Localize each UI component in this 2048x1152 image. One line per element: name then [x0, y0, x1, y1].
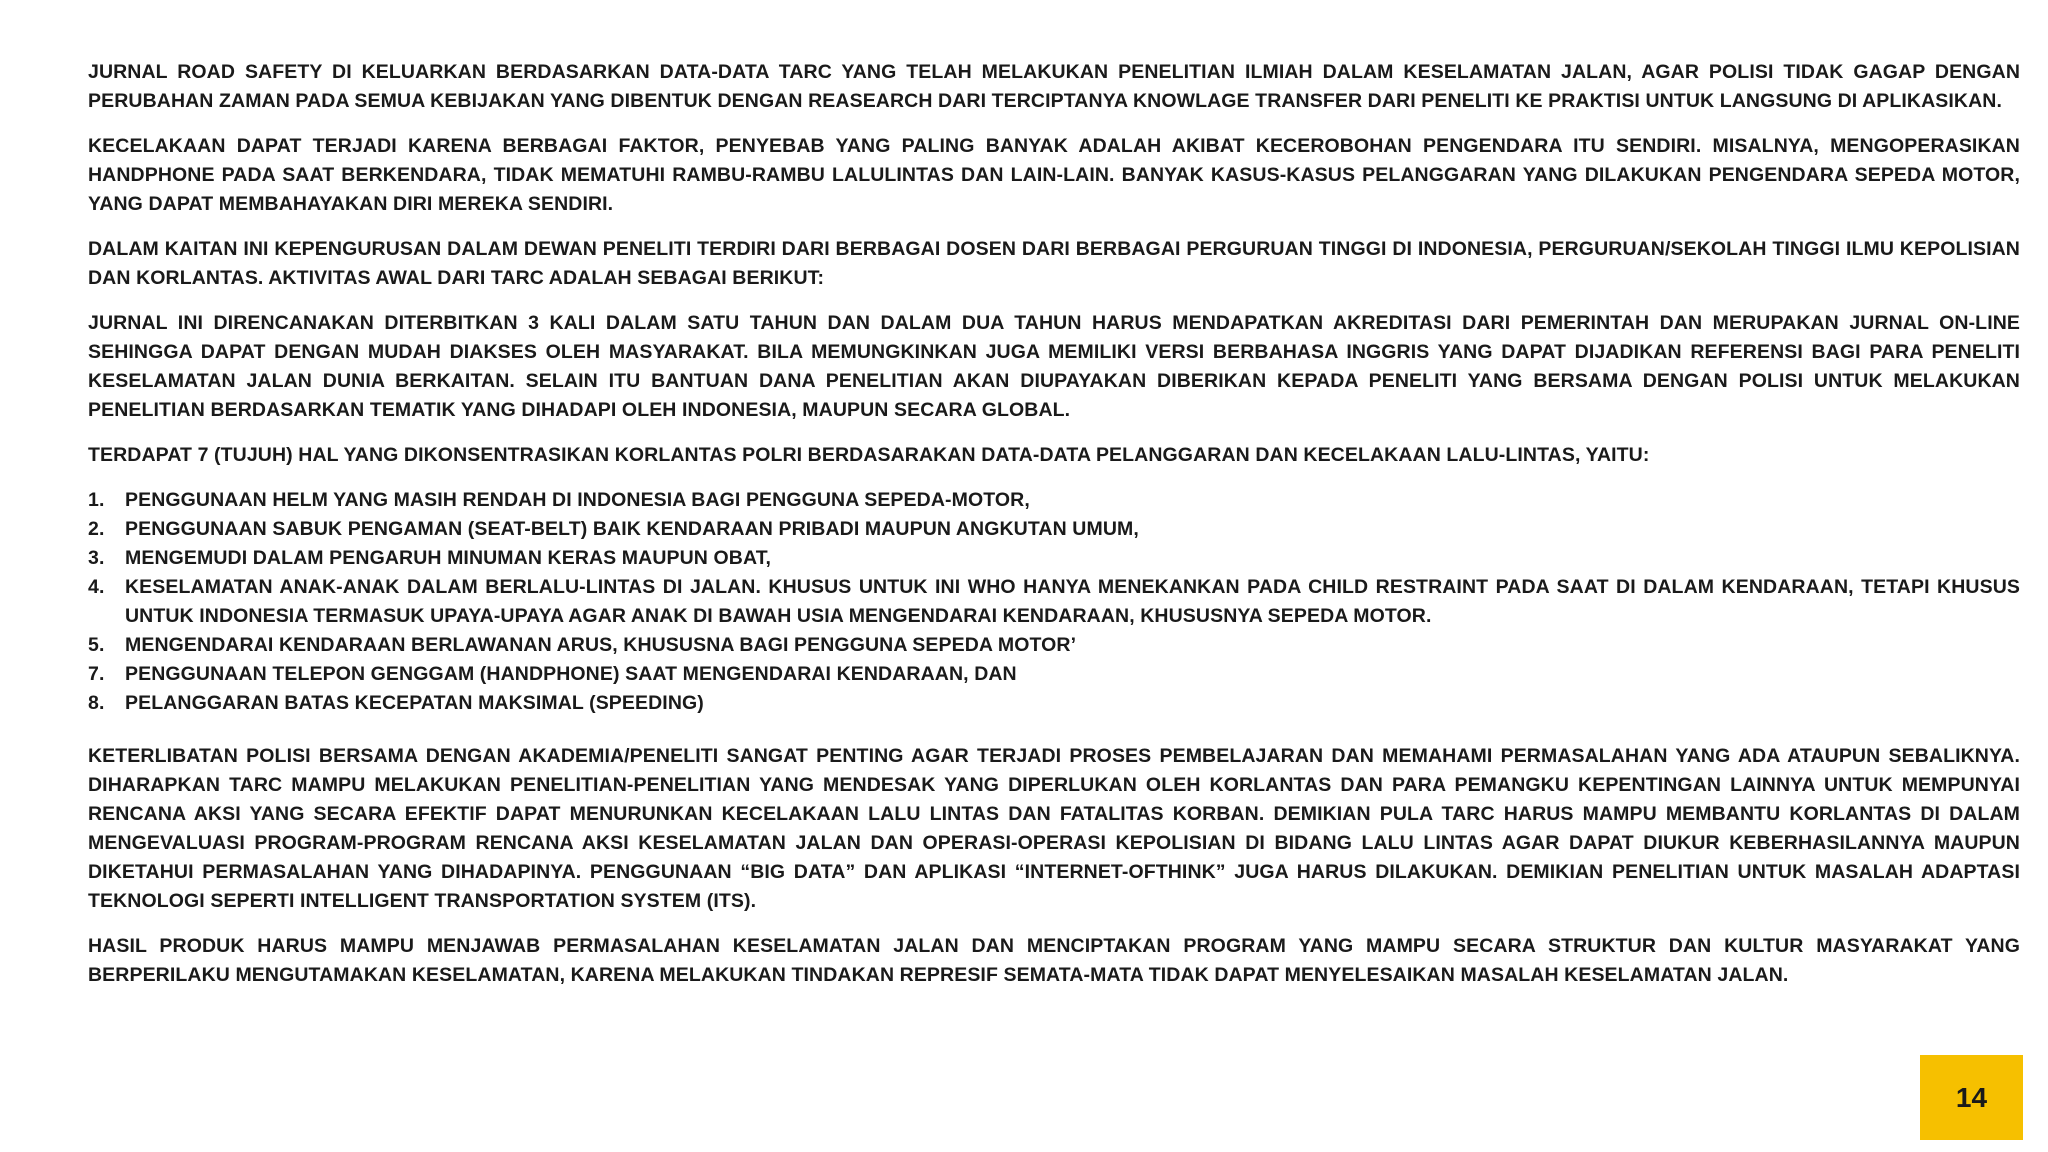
list-item-number: 4. [88, 576, 105, 598]
paragraph-accident-causes: KECELAKAAN DAPAT TERJADI KARENA BERBAGAI FAKTOR, PENYEBAB YANG PALING BANYAK ADALAH AKIBAT KECEROBOHAN PENGENDARA ITU SENDIRI. MISALNYA, MENGOPERASIKAN HANDPHONE PADA SAAT BERKENDARA, TIDAK MEMATUHI RAMBU-RAMBU LALULINTAS DAN LAIN-LAIN. BANYAK KASUS-KASUS PELANGGARAN YANG DILAKUKAN PENGENDARA SEPEDA MOTOR, YANG DAPAT MEMBAHAYAKAN DIRI MEREKA SENDIRI. [88, 135, 2020, 215]
list-item-text: PENGGUNAAN TELEPON GENGGAM (HANDPHONE) SAAT MENGENDARAI KENDARAAN, DAN [125, 663, 1017, 685]
list-item-text: PENGGUNAAN HELM YANG MASIH RENDAH DI INDONESIA BAGI PENGGUNA SEPEDA-MOTOR, [125, 489, 1030, 511]
list-item-number: 8. [88, 692, 105, 714]
list-item-number: 5. [88, 634, 105, 656]
paragraph-journal-plan: JURNAL INI DIRENCANAKAN DITERBITKAN 3 KALI DALAM SATU TAHUN DAN DALAM DUA TAHUN HARUS MENDAPATKAN AKREDITASI DARI PEMERINTAH DAN MERUPAKAN JURNAL ON-LINE SEHINGGA DAPAT DENGAN MUDAH DIAKSES OLEH MASYARAKAT. BILA MEMUNGKINKAN JUGA MEMILIKI VERSI BERBAHASA INGGRIS YANG DAPAT DIJADIKAN REFERENSI BAGI PARA PENELITI KESELAMATAN JALAN DUNIA BERKAITAN. SELAIN ITU BANTUAN DANA PENELITIAN AKAN DIUPAYAKAN DIBERIKAN KEPADA PENELITI YANG BERSAMA DENGAN POLISI UNTUK MELAKUKAN PENELITIAN BERDASARKAN TEMATIK YANG DIHADAPI OLEH INDONESIA, MAUPUN SECARA GLOBAL. [88, 312, 2020, 421]
paragraph-journal-intro: JURNAL ROAD SAFETY DI KELUARKAN BERDASARKAN DATA-DATA TARC YANG TELAH MELAKUKAN PENELITIAN ILMIAH DALAM KESELAMATAN JALAN, AGAR POLISI TIDAK GAGAP DENGAN PERUBAHAN ZAMAN PADA SEMUA KEBIJAKAN YANG DIBENTUK DENGAN REASEARCH DARI TERCIPTANYA KNOWLAGE TRANSFER DARI PENELITI KE PRAKTISI UNTUK LANGSUNG DI APLIKASIKAN. [88, 61, 2020, 112]
list-item [88, 573, 2020, 631]
paragraph-police-involvement: KETERLIBATAN POLISI BERSAMA DENGAN AKADEMIA/PENELITI SANGAT PENTING AGAR TERJADI PROSES PEMBELAJARAN DAN MEMAHAMI PERMASALAHAN YANG ADA ATAUPUN SEBALIKNYA. DIHARAPKAN TARC MAMPU MELAKUKAN PENELITIAN-PENELITIAN YANG MENDESAK YANG DIPERLUKAN OLEH KORLANTAS DAN PARA PEMANGKU KEPENTINGAN LAINNYA UNTUK MEMPUNYAI RENCANA AKSI YANG SECARA EFEKTIF DAPAT MENURUNKAN KECELAKAAN LALU LINTAS DAN FATALITAS KORBAN. DEMIKIAN PULA TARC HARUS MAMPU MEMBANTU KORLANTAS DI DALAM MENGEVALUASI PROGRAM-PROGRAM RENCANA AKSI KESELAMATAN JALAN DAN OPERASI-OPERASI KEPOLISIAN DI BIDANG LALU LINTAS AGAR DAPAT DIUKUR KEBERHASILANNYA MAUPUN DIKETAHUI PERMASALAHAN YANG DIHADAPINYA. PENGGUNAAN “BIG DATA” DAN APLIKASI “INTERNET-OFTHINK” JUGA HARUS DILAKUKAN. DEMIKIAN PENELITIAN UNTUK MASALAH ADAPTASI TEKNOLOGI SEPERTI INTELLIGENT TRANSPORTATION SYSTEM (ITS). [88, 745, 2020, 912]
list-item-text: MENGEMUDI DALAM PENGARUH MINUMAN KERAS MAUPUN OBAT, [125, 547, 772, 569]
list-item [88, 660, 2020, 689]
page-number: 14 [1955, 1081, 1988, 1113]
list-item-number: 1. [88, 489, 105, 511]
list-item-number: 3. [88, 547, 105, 569]
page-number-badge [1920, 1055, 2023, 1140]
list-item-text: PELANGGARAN BATAS KECEPATAN MAKSIMAL (SPEEDING) [125, 692, 704, 714]
paragraph-product-outcome: HASIL PRODUK HARUS MAMPU MENJAWAB PERMASALAHAN KESELAMATAN JALAN DAN MENCIPTAKAN PROGRAM YANG MAMPU SECARA STRUKTUR DAN KULTUR MASYARAKAT YANG BERPERILAKU MENGUTAMAKAN KESELAMATAN, KARENA MELAKUKAN TINDAKAN REPRESIF SEMATA-MATA TIDAK DAPAT MENYELESAIKAN MASALAH KESELAMATAN JALAN. [88, 935, 2020, 986]
list-item [88, 486, 2020, 515]
focus-list [88, 486, 2020, 718]
list-item-number: 7. [88, 663, 105, 685]
list-item [88, 689, 2020, 718]
paragraph-board-composition: DALAM KAITAN INI KEPENGURUSAN DALAM DEWAN PENELITI TERDIRI DARI BERBAGAI DOSEN DARI BERBAGAI PERGURUAN TINGGI DI INDONESIA, PERGURUAN/SEKOLAH TINGGI ILMU KEPOLISIAN DAN KORLANTAS. AKTIVITAS AWAL DARI TARC ADALAH SEBAGAI BERIKUT: [88, 238, 2020, 289]
list-item-number: 2. [88, 518, 105, 540]
list-item [88, 631, 2020, 660]
list-item-text: PENGGUNAAN SABUK PENGAMAN (SEAT-BELT) BAIK KENDARAAN PRIBADI MAUPUN ANGKUTAN UMUM, [125, 518, 1139, 540]
list-item-text: KESELAMATAN ANAK-ANAK DALAM BERLALU-LINTAS DI JALAN. KHUSUS UNTUK INI WHO HANYA MENEKANKAN PADA CHILD RESTRAINT PADA SAAT DI DALAM KENDARAAN, TETAPI KHUSUS UNTUK INDONESIA TERMASUK UPAYA-UPAYA AGAR ANAK DI BAWAH USIA MENGENDARAI KENDARAAN, KHUSUSNYA SEPEDA MOTOR. [125, 576, 2020, 627]
document-body [88, 58, 2020, 1006]
paragraph-list-intro: TERDAPAT 7 (TUJUH) HAL YANG DIKONSENTRASIKAN KORLANTAS POLRI BERDASARAKAN DATA-DATA PELANGGARAN DAN KECELAKAAN LALU-LINTAS, YAITU: [88, 444, 1650, 466]
list-item [88, 515, 2020, 544]
list-item [88, 544, 2020, 573]
list-item-text: MENGENDARAI KENDARAAN BERLAWANAN ARUS, KHUSUSNA BAGI PENGGUNA SEPEDA MOTOR’ [125, 634, 1077, 656]
